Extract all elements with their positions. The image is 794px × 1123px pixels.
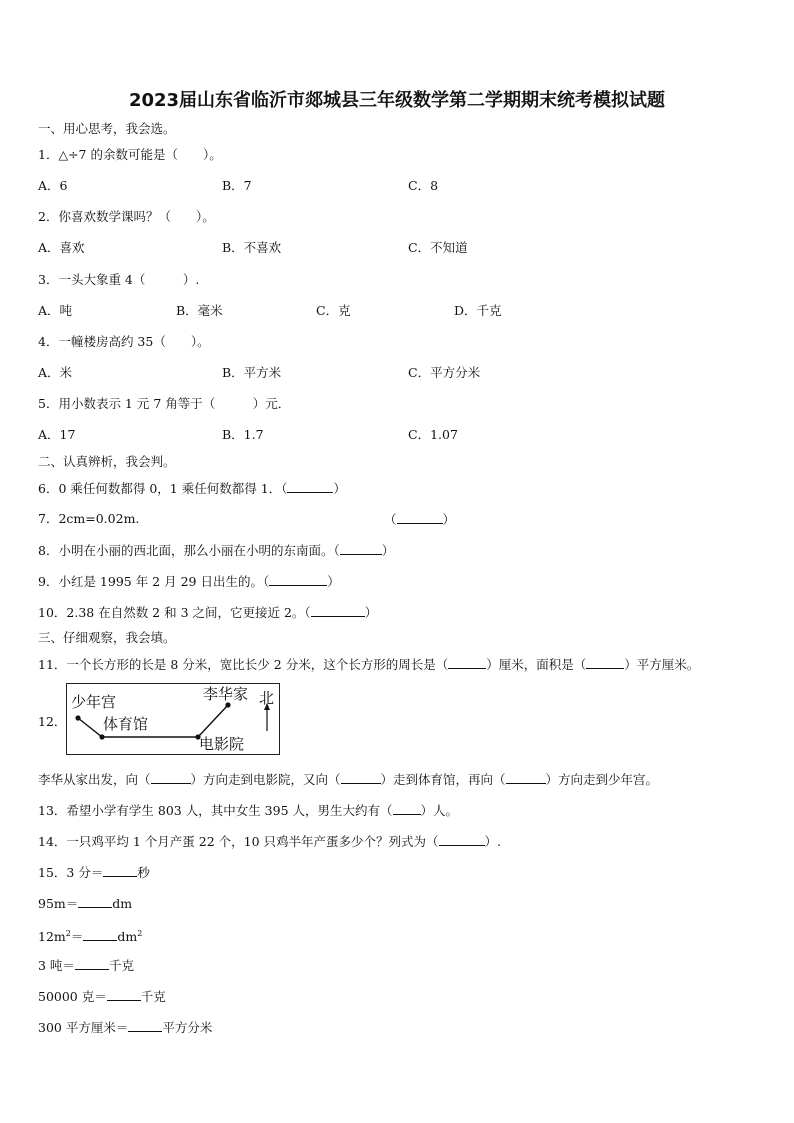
q5-option-b: B．1.7 bbox=[222, 427, 264, 442]
q11-area-blank[interactable] bbox=[586, 656, 624, 669]
q3-option-c: C．克 bbox=[316, 303, 351, 318]
q15-5-unit: 千克 bbox=[140, 989, 166, 1004]
q10-text: 10．2.38 在自然数 2 和 3 之间，它更接近 2。（ bbox=[38, 605, 311, 620]
q15-2-blank[interactable] bbox=[78, 895, 112, 908]
q9-answer-blank[interactable] bbox=[269, 573, 327, 586]
q8-text: 8．小明在小丽的西北面，那么小丽在小明的东南面。（ bbox=[38, 543, 340, 558]
q14-blank[interactable] bbox=[439, 833, 485, 846]
map-figure bbox=[66, 683, 280, 755]
question-12-number: 12． bbox=[38, 714, 67, 729]
q12-blank-2[interactable] bbox=[341, 771, 381, 784]
q10-close-paren: ） bbox=[364, 605, 378, 620]
q14-text-2: ）. bbox=[484, 834, 502, 849]
q12-text-4: ）方向走到少年宫。 bbox=[545, 772, 659, 787]
q14-text-1: 14．一只鸡平均 1 个月产蛋 22 个，10 只鸡半年产蛋多少个？列式为（ bbox=[38, 834, 439, 849]
question-1: 1．△÷7 的余数可能是（ ）。 bbox=[38, 147, 222, 162]
q6-text: 6．0 乘任何数都得 0，1 乘任何数都得 1．（ bbox=[38, 481, 288, 496]
section-2-heading: 二、认真辨析，我会判。 bbox=[38, 454, 176, 469]
q15-3-unit-sup: 2 bbox=[137, 929, 143, 938]
q1-option-b: B．7 bbox=[222, 178, 252, 193]
q4-option-b: B．平方米 bbox=[222, 365, 282, 380]
section-1-heading: 一、用心思考，我会选。 bbox=[38, 121, 176, 136]
q15-2-unit: dm bbox=[112, 896, 133, 911]
question-15-line-6 bbox=[38, 1019, 212, 1036]
question-6 bbox=[38, 480, 346, 497]
q12-blank-3[interactable] bbox=[506, 771, 546, 784]
q1-option-a: A．6 bbox=[38, 178, 68, 193]
section-3-heading: 三、仔细观察，我会填。 bbox=[38, 630, 176, 645]
q2-option-c: C．不知道 bbox=[408, 240, 468, 255]
question-11 bbox=[38, 656, 699, 673]
question-15-line-5 bbox=[38, 988, 166, 1005]
question-15-line-1 bbox=[38, 864, 150, 881]
question-8 bbox=[38, 542, 394, 559]
q7-answer bbox=[384, 511, 455, 528]
q15-4-unit: 千克 bbox=[108, 958, 134, 973]
q15-4-text: 3 吨＝ bbox=[38, 958, 75, 973]
q11-text-2: ）厘米，面积是（ bbox=[486, 657, 587, 672]
q13-text-1: 13．希望小学有学生 803 人，其中女生 395 人，男生大约有（ bbox=[38, 803, 393, 818]
q15-6-text: 300 平方厘米＝ bbox=[38, 1020, 129, 1035]
q11-perimeter-blank[interactable] bbox=[448, 656, 486, 669]
label-dianyingyuan: 电影院 bbox=[199, 735, 245, 753]
question-9 bbox=[38, 573, 340, 590]
q15-2-text: 95m＝ bbox=[38, 896, 79, 911]
q10-answer-blank[interactable] bbox=[311, 604, 365, 617]
q6-close-paren: ） bbox=[333, 481, 346, 496]
question-7 bbox=[38, 511, 139, 527]
question-13 bbox=[38, 802, 458, 819]
q15-3-eq: ＝ bbox=[70, 929, 84, 945]
q15-3-blank[interactable] bbox=[83, 928, 117, 941]
label-tiyuguan: 体育馆 bbox=[103, 715, 149, 733]
question-12-text bbox=[38, 771, 658, 788]
tiyuguan-dot bbox=[99, 734, 104, 739]
question-4: 4．一幢楼房高约 35（ ）。 bbox=[38, 334, 210, 349]
q5-option-a: A．17 bbox=[38, 427, 76, 442]
question-10 bbox=[38, 604, 377, 621]
q7-open-paren: （ bbox=[384, 512, 397, 527]
q3-option-d: D．千克 bbox=[454, 303, 502, 318]
q11-text-3: ）平方厘米。 bbox=[624, 657, 700, 672]
page-title: 2023届山东省临沂市郯城县三年级数学第二学期期末统考模拟试题 bbox=[128, 90, 666, 111]
q11-text-1: 11．一个长方形的长是 8 分米，宽比长少 2 分米，这个长方形的周长是（ bbox=[38, 657, 449, 672]
question-14 bbox=[38, 833, 501, 850]
q6-answer-blank[interactable] bbox=[287, 480, 333, 493]
q3-option-b: B．毫米 bbox=[176, 303, 223, 318]
q2-option-b: B．不喜欢 bbox=[222, 240, 282, 255]
q8-close-paren: ） bbox=[381, 543, 395, 558]
q7-answer-blank[interactable] bbox=[397, 511, 443, 524]
question-15-line-4 bbox=[38, 957, 134, 974]
q1-option-c: C．8 bbox=[408, 178, 439, 193]
question-2: 2．你喜欢数学课吗？（ ）。 bbox=[38, 209, 215, 224]
q15-6-blank[interactable] bbox=[128, 1019, 162, 1032]
label-lihuajia: 李华家 bbox=[203, 685, 249, 703]
q9-close-paren: ） bbox=[327, 574, 340, 589]
question-15-line-2 bbox=[38, 895, 132, 912]
label-shaoniangong: 少年宫 bbox=[71, 693, 117, 711]
q15-4-blank[interactable] bbox=[75, 957, 109, 970]
q4-option-c: C．平方分米 bbox=[408, 365, 481, 380]
q15-1-unit: 秒 bbox=[137, 865, 150, 880]
q15-6-unit: 平方分米 bbox=[162, 1020, 213, 1035]
q7-text: 7．2cm=0.02m. bbox=[38, 511, 140, 526]
q5-option-c: C．1.07 bbox=[408, 427, 458, 442]
q4-option-a: A．米 bbox=[38, 365, 73, 380]
label-north: 北 bbox=[259, 689, 275, 707]
q12-text-3: ）走到体育馆，再向（ bbox=[380, 772, 506, 787]
q13-blank[interactable] bbox=[393, 802, 421, 815]
q2-option-a: A．喜欢 bbox=[38, 240, 85, 255]
question-5: 5．用小数表示 1 元 7 角等于（ ）元． bbox=[38, 396, 291, 411]
q7-close-paren: ） bbox=[442, 512, 456, 527]
q9-text: 9．小红是 1995 年 2 月 29 日出生的。（ bbox=[38, 574, 270, 589]
q12-text-2: ）方向走到电影院，又向（ bbox=[190, 772, 341, 787]
q15-3-text: 12m bbox=[38, 929, 66, 945]
q12-text-1: 李华从家出发，向（ bbox=[38, 772, 151, 787]
question-3: 3．一头大象重 4（ ）. bbox=[38, 272, 200, 287]
q15-3-unit: dm bbox=[117, 929, 138, 945]
q3-option-a: A．吨 bbox=[38, 303, 73, 318]
q15-1-blank[interactable] bbox=[103, 864, 137, 877]
q8-answer-blank[interactable] bbox=[340, 542, 382, 555]
shaoniangong-dot bbox=[75, 715, 80, 720]
q15-5-blank[interactable] bbox=[107, 988, 141, 1001]
q15-5-text: 50000 克＝ bbox=[38, 989, 107, 1004]
q12-blank-1[interactable] bbox=[151, 771, 191, 784]
q15-3-sup: 2 bbox=[65, 929, 71, 938]
q13-text-2: ）人。 bbox=[420, 803, 459, 818]
lihuajia-dot bbox=[225, 702, 230, 707]
question-15-line-3 bbox=[38, 926, 142, 945]
q15-1-text: 15．3 分＝ bbox=[38, 865, 104, 880]
